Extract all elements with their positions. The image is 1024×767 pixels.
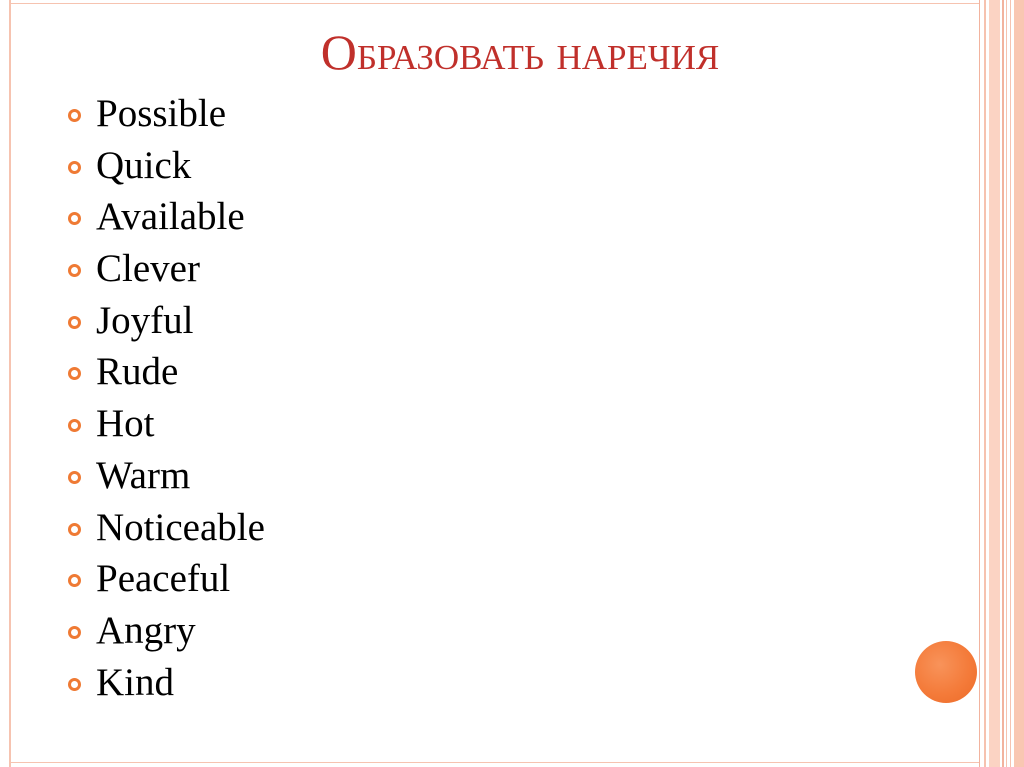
circle-bullet-icon bbox=[68, 367, 81, 380]
list-item-text: Warm bbox=[96, 453, 191, 497]
list-item bbox=[68, 450, 265, 502]
list-item-text: Angry bbox=[96, 608, 196, 652]
list-item bbox=[68, 657, 265, 709]
right-border-stripe bbox=[1010, 0, 1011, 767]
list-item-text: Noticeable bbox=[96, 505, 265, 549]
list-item-text: Rude bbox=[96, 350, 179, 394]
slide-title: Образовать наречия bbox=[320, 24, 720, 80]
orange-circle-icon bbox=[915, 641, 977, 703]
circle-bullet-icon bbox=[68, 678, 81, 691]
circle-bullet-icon bbox=[68, 316, 81, 329]
list-item-text: Possible bbox=[96, 92, 227, 135]
list-item-text: Hot bbox=[96, 402, 155, 446]
frame-bottom-line bbox=[9, 762, 980, 763]
list-item-text: Joyful bbox=[96, 298, 194, 342]
right-border-stripe bbox=[1006, 0, 1007, 767]
circle-bullet-icon bbox=[68, 626, 81, 639]
list-item bbox=[68, 346, 265, 398]
right-border-band bbox=[1014, 0, 1024, 767]
list-item-text: Clever bbox=[96, 247, 200, 291]
frame-left-line bbox=[9, 0, 11, 767]
list-item bbox=[68, 243, 265, 295]
circle-bullet-icon bbox=[68, 161, 81, 174]
list-item bbox=[68, 295, 265, 347]
right-border-stripe bbox=[1002, 0, 1004, 767]
circle-bullet-icon bbox=[68, 471, 81, 484]
circle-bullet-icon bbox=[68, 109, 81, 122]
list-item bbox=[68, 502, 265, 554]
list-item-text: Peaceful bbox=[96, 557, 231, 601]
right-border-band bbox=[989, 0, 1000, 767]
circle-bullet-icon bbox=[68, 419, 81, 432]
right-border-stripe bbox=[979, 0, 980, 767]
circle-bullet-icon bbox=[68, 574, 81, 587]
circle-bullet-icon bbox=[68, 264, 81, 277]
word-list bbox=[68, 88, 265, 708]
circle-bullet-icon bbox=[68, 212, 81, 225]
circle-bullet-icon bbox=[68, 523, 81, 536]
list-item bbox=[68, 191, 265, 243]
list-item bbox=[68, 398, 265, 450]
list-item-text: Quick bbox=[96, 143, 192, 187]
right-border-stripe bbox=[984, 0, 986, 767]
list-item bbox=[68, 605, 265, 657]
list-item bbox=[68, 553, 265, 605]
list-item bbox=[68, 140, 265, 192]
frame-top-line bbox=[9, 3, 980, 4]
list-item bbox=[68, 88, 265, 140]
list-item-text: Kind bbox=[96, 660, 174, 704]
list-item-text: Available bbox=[96, 195, 245, 239]
